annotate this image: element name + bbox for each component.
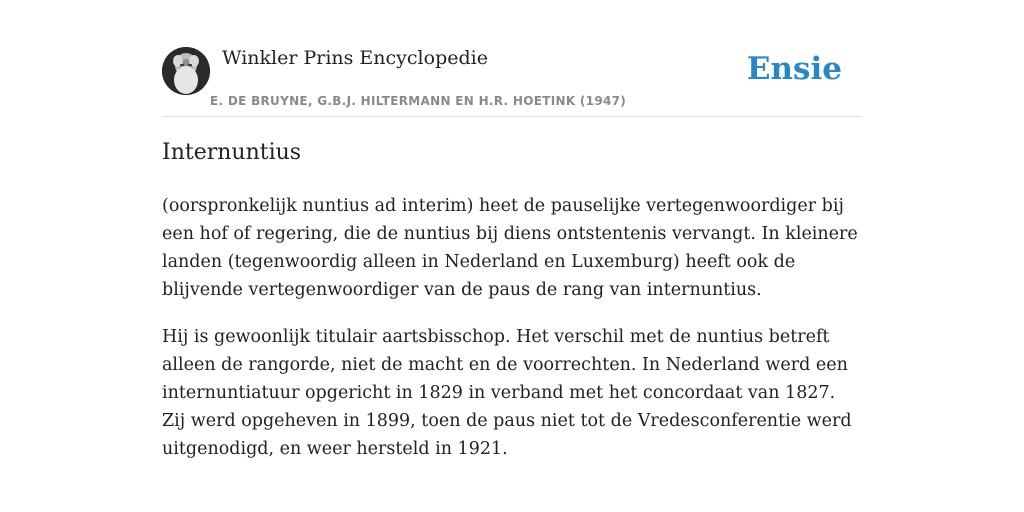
source-header bbox=[162, 44, 862, 117]
article-body bbox=[162, 192, 862, 482]
bearded-man-portrait-icon bbox=[162, 47, 210, 95]
source-title[interactable]: Winkler Prins Encyclopedie bbox=[222, 47, 488, 69]
article-paragraph: Hij is gewoonlijk titulair aartsbisschop. Het verschil met de nuntius betreft alleen de rangorde, niet de macht en de voorrechten. In Nederland werd een internuntiatuur opgericht in 1829 in verband met het concordaat van 1827. Zij werd opgeheven in 1899, toen de paus niet tot de Vredesconferentie werd uitgenodigd, en weer hersteld in 1921. bbox=[162, 327, 852, 459]
article-paragraph: (oorspronkelijk nuntius ad interim) heet de pauselijke vertegenwoordiger bij een hof of regering, die de nuntius bij diens ontstentenis vervangt. In kleinere landen (tegenwoordig alleen in Nederland en Luxemburg) heeft ook de blijvende vertegenwoordiger van de paus de rang van internuntius. bbox=[162, 196, 858, 300]
article-title: Internuntius bbox=[162, 140, 302, 165]
ensie-logo[interactable]: Ensie bbox=[746, 51, 842, 87]
source-authors: E. DE BRUYNE, G.B.J. HILTERMANN EN H.R. HOETINK (1947) bbox=[210, 94, 627, 108]
author-avatar-icon[interactable] bbox=[162, 47, 210, 95]
